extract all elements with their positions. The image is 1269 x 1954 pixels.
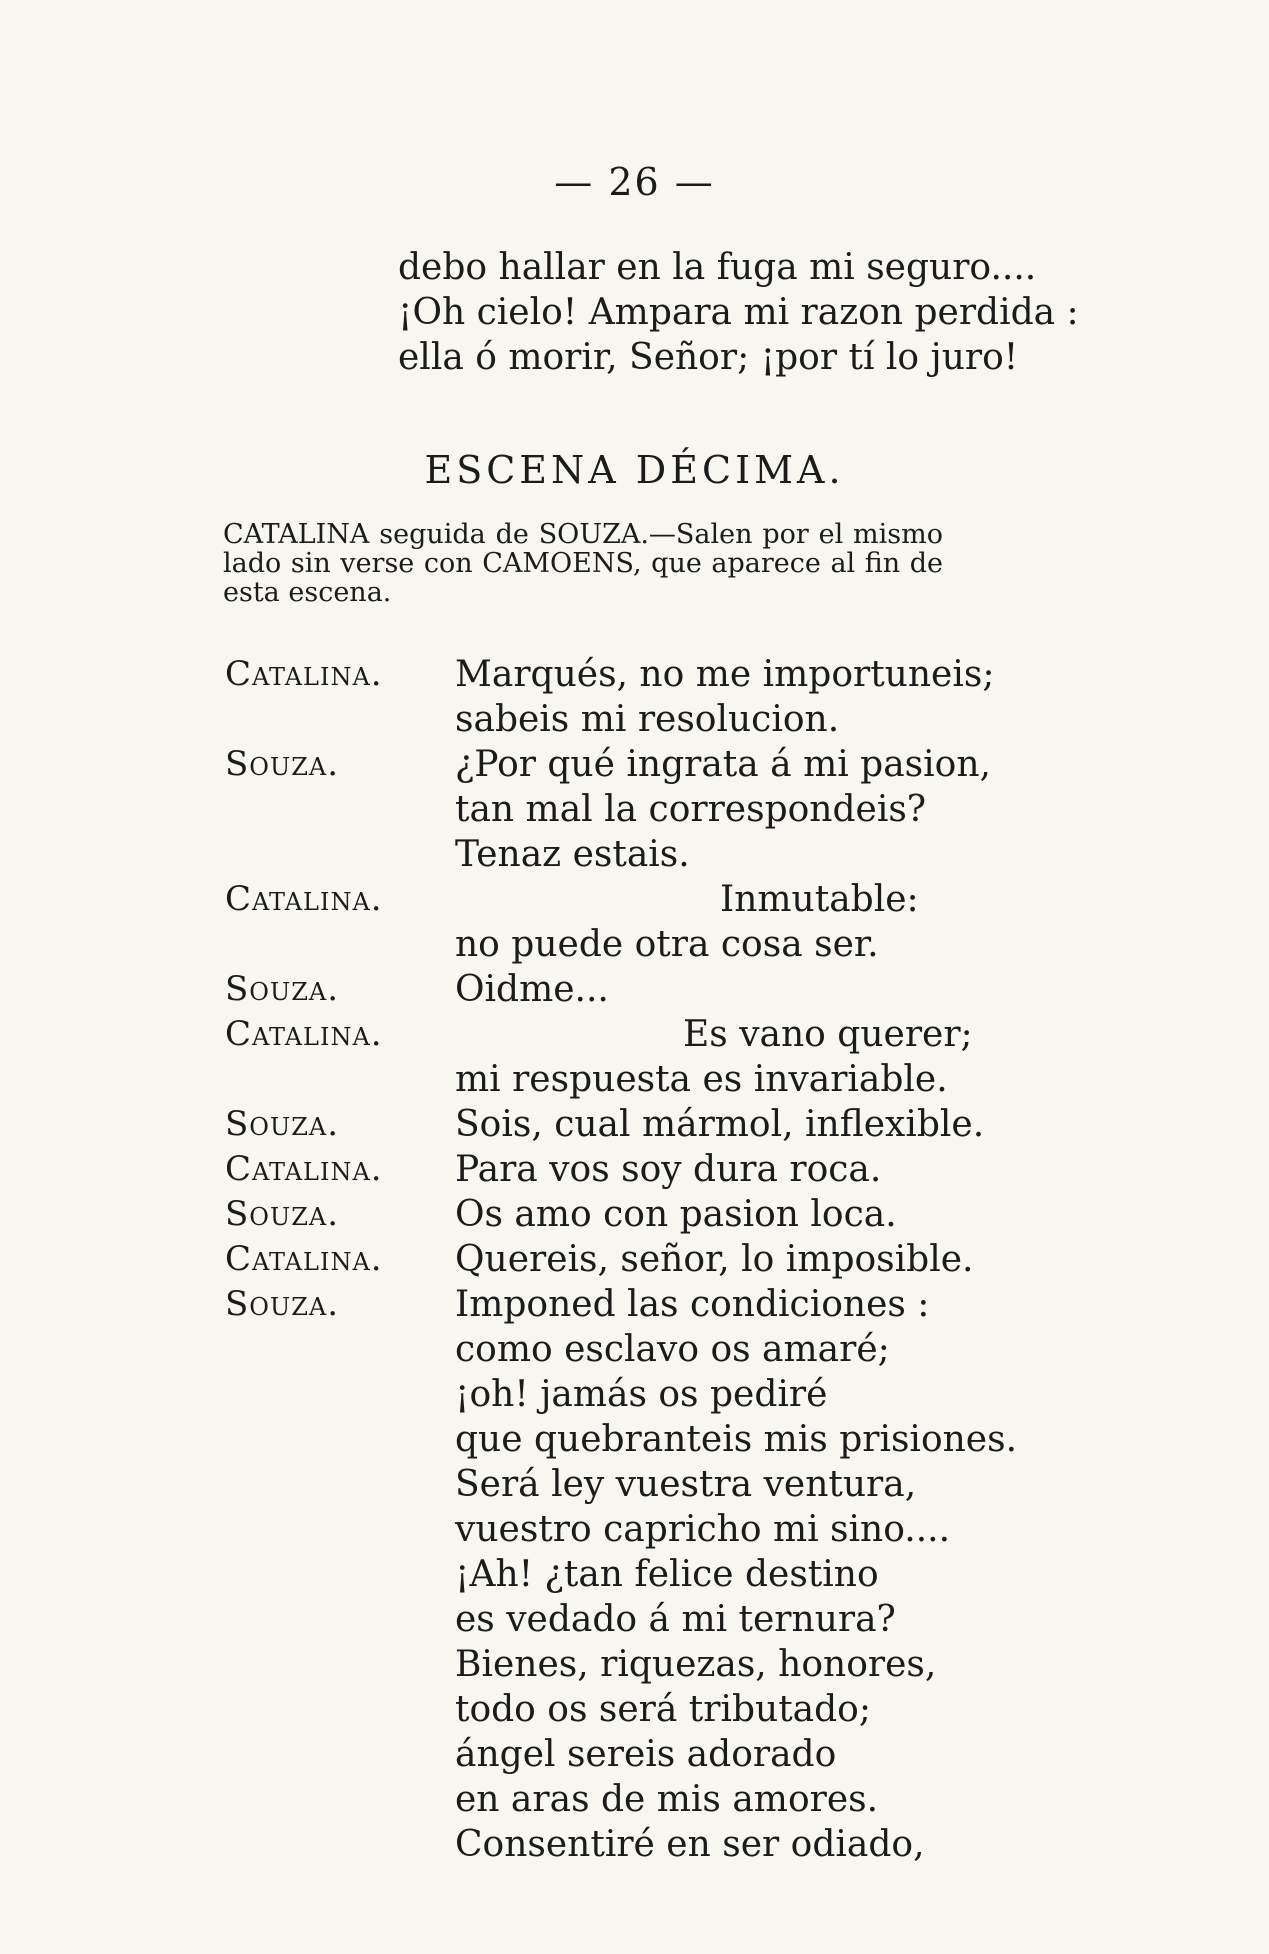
verse-line: Os amo con pasion loca. [455,1194,897,1235]
dialogue-line [0,1012,1269,1057]
verse-line: es vedado á mi ternura? [455,1599,896,1640]
verse-line: ángel sereis adorado [455,1734,837,1775]
dialogue-line [0,697,1269,742]
verse-line: tan mal la correspondeis? [455,789,927,830]
verse-line: ella ó morir, Señor; ¡por tí lo juro! [398,337,1019,378]
verse-line: Para vos soy dura roca. [455,1149,882,1190]
scene-title: ESCENA DÉCIMA. [424,448,845,492]
dialogue-line [0,1597,1269,1642]
verse-line: Inmutable: [720,879,919,920]
dialogue-line [0,1552,1269,1597]
verse-line: Será ley vuestra ventura, [455,1464,917,1505]
speaker-name: Souza. [225,1194,340,1234]
dialogue-line [0,1147,1269,1192]
dialogue-line [0,1102,1269,1147]
verse-line: Oidme... [455,969,609,1010]
dialogue-line [0,1777,1269,1822]
dialogue-line [0,742,1269,787]
dialogue-line [0,1417,1269,1462]
speaker-name: Souza. [225,744,340,784]
dialogue-line [0,1057,1269,1102]
verse-line: todo os será tributado; [455,1689,871,1730]
verse-line: no puede otra cosa ser. [455,924,879,965]
dialogue-line [0,1687,1269,1732]
speaker-name: Catalina. [225,1239,383,1279]
verse-line: sabeis mi resolucion. [455,699,840,740]
dialogue-line [0,1642,1269,1687]
verse-line: mi respuesta es invariable. [455,1059,948,1100]
page-number: — 26 — [554,160,715,204]
speaker-name: Souza. [225,969,340,1009]
dialogue-line [0,787,1269,832]
verse-line: que quebranteis mis prisiones. [455,1419,1018,1460]
speaker-name: Catalina. [225,1149,383,1189]
dialogue-line [0,1282,1269,1327]
verse-line: como esclavo os amaré; [455,1329,890,1370]
speaker-name: Catalina. [225,879,383,919]
dialogue-line [0,1507,1269,1552]
dialogue-line [0,1732,1269,1777]
verse-line: en aras de mis amores. [455,1779,879,1820]
verse-line: ¿Por qué ingrata á mi pasion, [455,744,991,785]
opening-verse [398,245,1079,380]
speaker-name: Souza. [225,1284,340,1324]
dialogue-line [0,652,1269,697]
verse-line: Es vano querer; [683,1014,973,1055]
dialogue-line [0,1192,1269,1237]
speaker-name: Catalina. [225,1014,383,1054]
stage-direction: CATALINA seguida de SOUZA.—Salen por el mismo lado sin verse con CAMOENS, que aparece al fin de esta escena. [223,519,943,608]
dialogue-line [0,1462,1269,1507]
dialogue-line [0,1327,1269,1372]
verse-line: Consentiré en ser odiado, [455,1824,925,1865]
verse-line: Tenaz estais. [455,834,690,875]
verse-line: Quereis, señor, lo imposible. [455,1239,974,1280]
verse-line: Bienes, riquezas, honores, [455,1644,937,1685]
dialogue-line [0,832,1269,877]
speaker-name: Souza. [225,1104,340,1144]
verse-line: ¡Ah! ¿tan felice destino [455,1554,879,1595]
dialogue-line [0,1372,1269,1417]
verse-line: Imponed las condiciones : [455,1284,930,1325]
verse-line: Sois, cual mármol, inflexible. [455,1104,985,1145]
verse-line: ¡oh! jamás os pediré [455,1374,828,1415]
verse-line: Marqués, no me importuneis; [455,654,995,695]
verse-line: vuestro capricho mi sino.... [455,1509,951,1550]
verse-line: debo hallar en la fuga mi seguro.... [398,247,1037,288]
dialogue-line [0,1822,1269,1867]
verse-line: ¡Oh cielo! Ampara mi razon perdida : [398,292,1079,333]
speaker-name: Catalina. [225,654,383,694]
dialogue-line [0,1237,1269,1282]
dialogue-line [0,967,1269,1012]
dialogue-line [0,877,1269,922]
dialogue-line [0,922,1269,967]
